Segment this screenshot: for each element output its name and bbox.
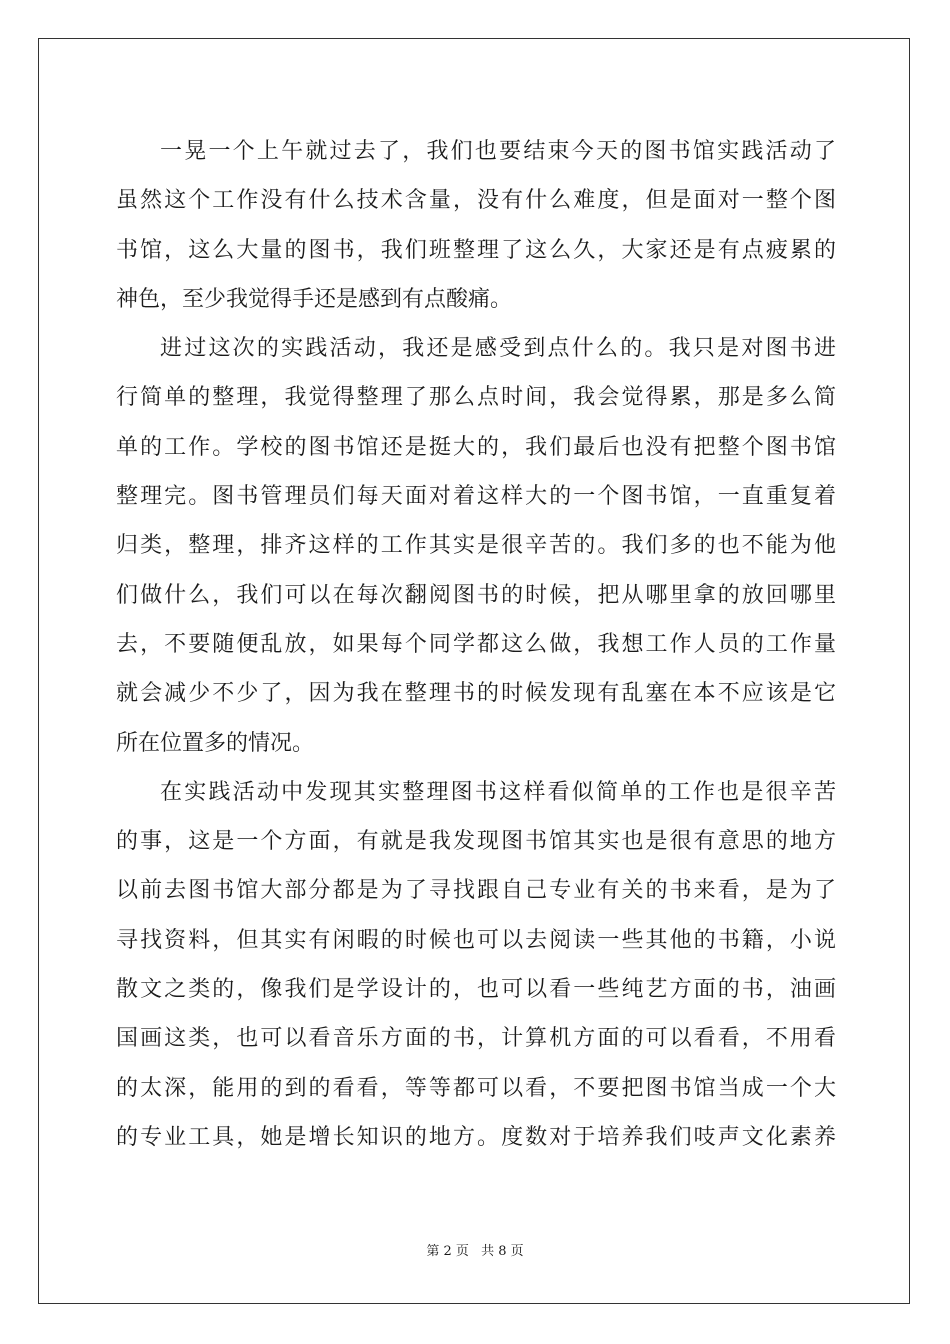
document-body	[116, 127, 836, 1162]
text-line: 单的工作。学校的图书馆还是挺大的，我们最后也没有把整个图书馆	[116, 434, 836, 460]
page-number: 第 2 页	[426, 1244, 469, 1259]
page-total: 共 8 页	[481, 1244, 524, 1259]
text-line: 国画这类，也可以看音乐方面的书，计算机方面的可以看看，不用看	[116, 1026, 836, 1052]
text-line: 的太深，能用的到的看看，等等都可以看，不要把图书馆当成一个大	[116, 1075, 836, 1101]
text-line: 虽然这个工作没有什么技术含量，没有什么难度，但是面对一整个图	[116, 188, 836, 214]
text-line: 行简单的整理，我觉得整理了那么点时间，我会觉得累，那是多么简	[116, 385, 836, 411]
text-line: 以前去图书馆大部分都是为了寻找跟自己专业有关的书来看，是为了	[116, 878, 836, 904]
text-line: 就会减少不少了，因为我在整理书的时候发现有乱塞在本不应该是它	[116, 681, 836, 707]
text-line: 书馆，这么大量的图书，我们班整理了这么久，大家还是有点疲累的	[116, 237, 836, 263]
text-line: 进过这次的实践活动，我还是感受到点什么的。我只是对图书进	[160, 336, 836, 362]
text-line: 的事，这是一个方面，有就是我发现图书馆其实也是很有意思的地方	[116, 829, 836, 855]
text-line: 散文之类的，像我们是学设计的，也可以看一些纯艺方面的书，油画	[116, 977, 836, 1003]
text-line: 寻找资料，但其实有闲暇的时候也可以去阅读一些其他的书籍，小说	[116, 927, 836, 953]
text-line: 的专业工具，她是增长知识的地方。度数对于培养我们吱声文化素养	[116, 1124, 836, 1150]
text-line: 一晃一个上午就过去了，我们也要结束今天的图书馆实践活动了	[160, 139, 836, 164]
text-line: 神色，至少我觉得手还是感到有点酸痛。	[116, 286, 513, 312]
text-line: 所在位置多的情况。	[116, 730, 315, 756]
text-line: 归类，整理，排齐这样的工作其实是很辛苦的。我们多的也不能为他	[116, 533, 836, 559]
text-line: 整理完。图书管理员们每天面对着这样大的一个图书馆，一直重复着	[116, 484, 836, 510]
text-line: 们做什么，我们可以在每次翻阅图书的时候，把从哪里拿的放回哪里	[116, 582, 836, 608]
text-line: 在实践活动中发现其实整理图书这样看似简单的工作也是很辛苦	[160, 779, 836, 805]
text-line: 去，不要随便乱放，如果每个同学都这么做，我想工作人员的工作量	[116, 631, 836, 657]
page-footer	[0, 1240, 950, 1259]
